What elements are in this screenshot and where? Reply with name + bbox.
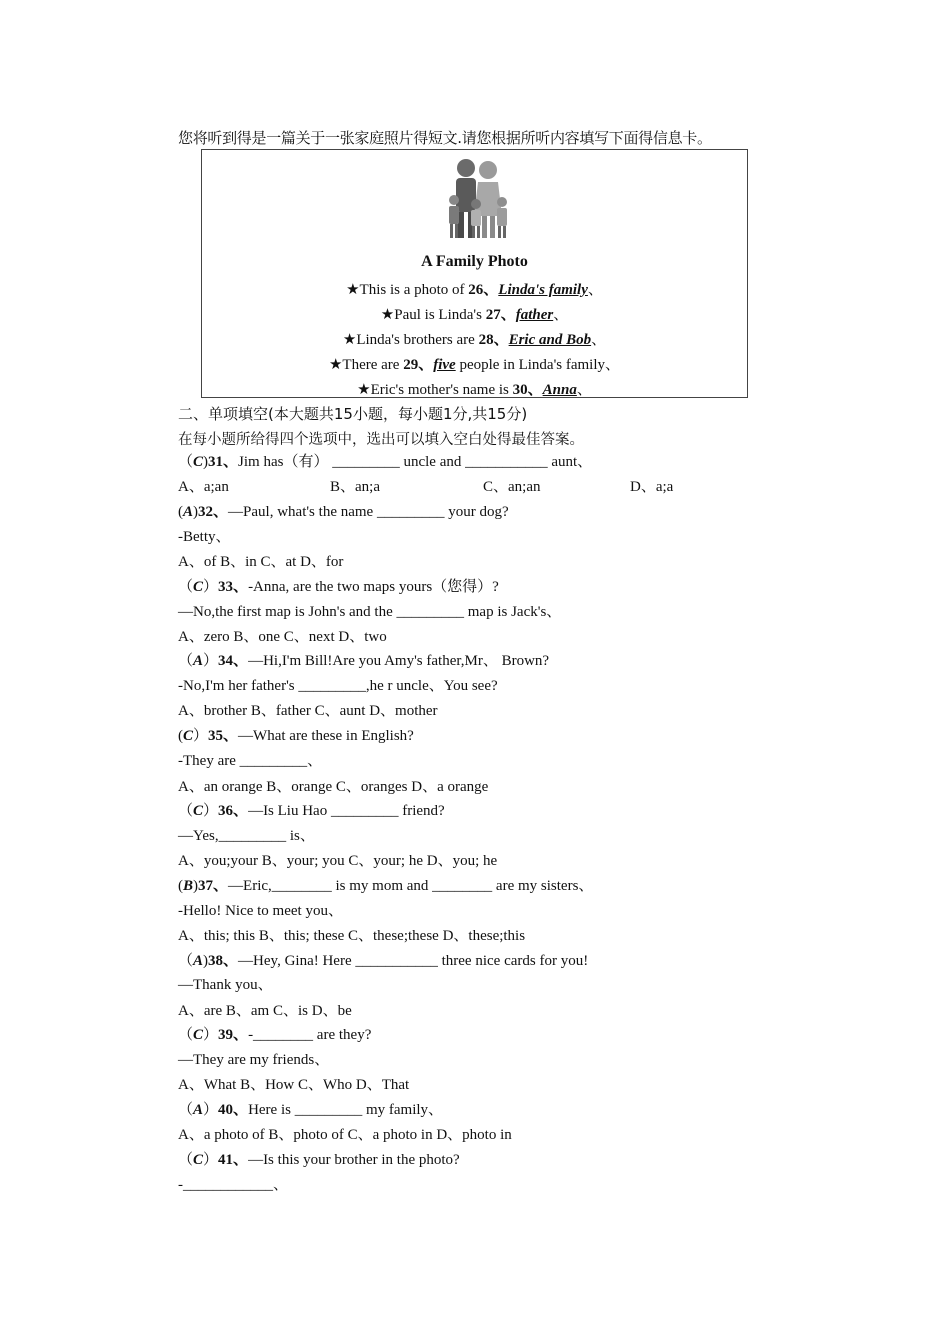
- question-number: 39、: [218, 1027, 249, 1043]
- question-number: 35、: [208, 728, 239, 744]
- question-41: （C）41、—Is this your brother in the photo?: [178, 1152, 460, 1168]
- listening-intro: 您将听到得是一篇关于一张家庭照片得短文.请您根据所听内容填写下面得信息卡。: [178, 129, 712, 147]
- question-number: 31、: [208, 454, 239, 470]
- section-instruction: 在每小题所给得四个选项中，选出可以填入空白处得最佳答案。: [178, 432, 584, 448]
- option-b: B、an;a: [330, 479, 380, 495]
- question-number: 32、: [198, 504, 229, 520]
- card-line-29: [202, 353, 747, 374]
- question-32: (A)32、—Paul, what's the name _________ your dog?: [178, 504, 509, 520]
- card-number: 29、: [403, 357, 434, 373]
- card-text: ★Eric's mother's name is: [357, 382, 513, 398]
- question-31: （C)31、Jim has（有） _________ uncle and ___________ aunt、: [178, 454, 593, 470]
- card-text: ★This is a photo of: [346, 282, 469, 298]
- question-text: —Paul, what's the name _________ your dog?: [228, 504, 509, 520]
- question-36-reply: —Yes,_________ is、: [178, 828, 315, 844]
- question-37-options: A、this; this B、this; these C、these;these D、these;this: [178, 928, 526, 944]
- card-text: ★Linda's brothers are: [342, 332, 479, 348]
- question-text: —Is Liu Hao _________ friend?: [248, 803, 445, 819]
- question-32-reply: -Betty、: [178, 529, 231, 545]
- question-34-reply: -No,I'm her father's _________,he r uncle、You see?: [178, 678, 498, 694]
- answer-letter: A: [193, 1102, 204, 1118]
- question-37: (B)37、—Eric,________ is my mom and ________ are my sisters、: [178, 878, 594, 894]
- card-text: 、: [591, 332, 607, 348]
- question-38-options: A、are B、am C、is D、be: [178, 1003, 352, 1019]
- option-a: A、a;an: [178, 479, 229, 495]
- card-text: 、: [553, 307, 569, 323]
- question-number: 36、: [218, 803, 249, 819]
- answer-letter: C: [193, 579, 204, 595]
- question-text: Jim has（有） _________ uncle and ___________ aunt、: [238, 454, 593, 470]
- question-text: —Hey, Gina! Here ___________ three nice cards for you!: [238, 953, 589, 969]
- question-39-reply: —They are my friends、: [178, 1052, 330, 1068]
- card-answer: five: [433, 357, 456, 373]
- answer-letter: A: [183, 504, 194, 520]
- info-card: [201, 149, 748, 398]
- question-40-options: A、a photo of B、photo of C、a photo in D、photo in: [178, 1127, 512, 1143]
- question-32-options: A、of B、in C、at D、for: [178, 554, 344, 570]
- question-33-reply: —No,the first map is John's and the _________ map is Jack's、: [178, 604, 562, 620]
- answer-letter: C: [193, 1027, 204, 1043]
- question-39-options: A、What B、How C、Who D、That: [178, 1077, 410, 1093]
- answer-letter: C: [193, 454, 204, 470]
- card-number: 26、: [468, 282, 499, 298]
- card-number: 28、: [478, 332, 509, 348]
- card-line-30: [202, 378, 747, 399]
- card-line-28: [202, 328, 747, 349]
- question-text: —What are these in English?: [238, 728, 414, 744]
- card-answer: Anna: [542, 382, 577, 398]
- question-34-options: A、brother B、father C、aunt D、mother: [178, 703, 438, 719]
- answer-letter: C: [193, 1152, 204, 1168]
- section-heading: 二、单项填空(本大题共15小题，每小题1分,共15分): [178, 405, 528, 423]
- card-text: people in Linda's family、: [455, 357, 621, 373]
- card-line-26: [202, 278, 747, 299]
- question-number: 38、: [208, 953, 239, 969]
- family-photo-icon: [446, 154, 510, 242]
- question-number: 33、: [218, 579, 249, 595]
- question-number: 40、: [218, 1102, 249, 1118]
- answer-letter: C: [183, 728, 194, 744]
- question-41-reply: -____________、: [178, 1177, 288, 1193]
- answer-letter: A: [193, 653, 204, 669]
- question-34: （A）34、—Hi,I'm Bill!Are you Amy's father,Mr、 Brown?: [178, 653, 550, 669]
- card-answer: Linda's family: [498, 282, 588, 298]
- option-c: C、an;an: [483, 479, 541, 495]
- question-36: （C）36、—Is Liu Hao _________ friend?: [178, 803, 445, 819]
- card-answer: father: [515, 307, 554, 323]
- answer-letter: C: [193, 803, 204, 819]
- card-text: ★There are: [328, 357, 404, 373]
- question-39: （C）39、-________ are they?: [178, 1027, 372, 1043]
- card-answer: Eric and Bob: [508, 332, 592, 348]
- answer-letter: A: [193, 953, 204, 969]
- card-title: A Family Photo: [421, 253, 528, 270]
- card-line-27: [202, 303, 747, 324]
- question-35-options: A、an orange B、orange C、oranges D、a orange: [178, 779, 489, 795]
- card-number: 30、: [512, 382, 543, 398]
- question-33: （C）33、-Anna, are the two maps yours（您得）?: [178, 579, 499, 595]
- question-text: —Hi,I'm Bill!Are you Amy's father,Mr、 Brown?: [248, 653, 550, 669]
- question-37-reply: -Hello! Nice to meet you、: [178, 903, 343, 919]
- question-text: —Eric,________ is my mom and ________ are my sisters、: [228, 878, 594, 894]
- question-text: -________ are they?: [248, 1027, 372, 1043]
- question-text: —Is this your brother in the photo?: [248, 1152, 460, 1168]
- question-number: 41、: [218, 1152, 249, 1168]
- card-text: 、: [576, 382, 592, 398]
- question-number: 34、: [218, 653, 249, 669]
- answer-letter: B: [183, 878, 194, 894]
- card-number: 27、: [485, 307, 516, 323]
- question-text: -Anna, are the two maps yours（您得）?: [248, 579, 499, 595]
- question-40: （A）40、Here is _________ my family、: [178, 1102, 444, 1118]
- question-number: 37、: [198, 878, 229, 894]
- question-text: Here is _________ my family、: [248, 1102, 444, 1118]
- card-text: ★Paul is Linda's: [380, 307, 486, 323]
- question-38-reply: —Thank you、: [178, 977, 273, 993]
- question-36-options: A、you;your B、your; you C、your; he D、you; he: [178, 853, 498, 869]
- question-35: (C）35、—What are these in English?: [178, 728, 414, 744]
- card-text: 、: [587, 282, 603, 298]
- question-35-reply: -They are _________、: [178, 753, 323, 769]
- question-33-options: A、zero B、one C、next D、two: [178, 629, 387, 645]
- option-d: D、a;a: [630, 479, 674, 495]
- question-38: （A)38、—Hey, Gina! Here ___________ three nice cards for you!: [178, 953, 589, 969]
